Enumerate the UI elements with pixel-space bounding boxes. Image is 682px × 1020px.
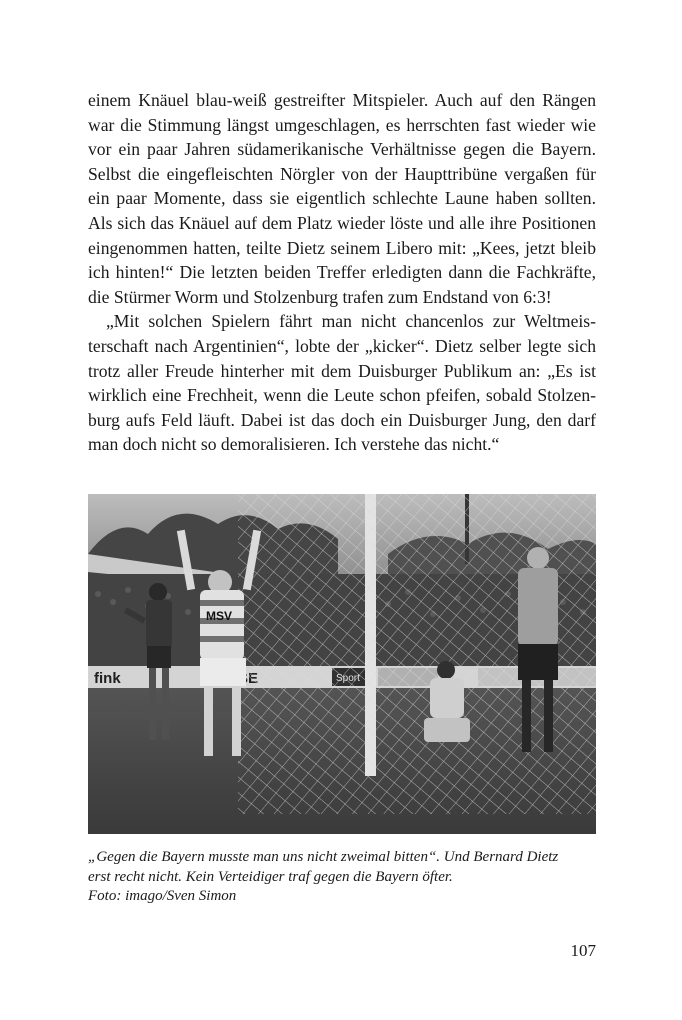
page-number: 107: [570, 941, 596, 960]
text-line: Selbst die eingefleischten Nörgler von der Haupttribüne vergaßen für: [88, 163, 596, 184]
photo-caption: [88, 848, 596, 907]
text-line: ein paar Momente, dass sie eigentlich schlechte Laune haben sollten.: [88, 188, 596, 209]
text-line: einem Knäuel blau-weiß gestreifter Mitspieler. Auch auf den Rängen: [88, 90, 596, 110]
body-text: [88, 88, 596, 457]
caption-line: erst recht nicht. Kein Verteidiger traf gegen die Bayern öfter.: [88, 868, 453, 885]
text-line: ich hinten!“ Die letzten beiden Treffer erledigten dann die Fachkräfte,: [88, 262, 596, 283]
text-line: man doch nicht so demoralisieren. Ich verstehe das nicht.“: [88, 434, 500, 455]
text-line: trotz aller Freude hinterher mit dem Duisburger Publikum an: „Es ist: [88, 360, 596, 381]
football-photo: [88, 494, 596, 834]
adboard-left-text: fink: [94, 670, 121, 687]
caption-credit: Foto: imago/Sven Simon: [88, 888, 237, 904]
text-line: terschaft nach Argentinien“, lobte der „kicker“. Dietz selber legte sich: [88, 335, 596, 356]
text-line: Als sich das Knäuel auf dem Platz wieder löste und alle ihre Positionen: [88, 212, 596, 233]
text-line: die Stürmer Worm und Stolzenburg trafen zum Endstand von 6:3!: [88, 286, 552, 307]
text-line: wirklich eine Frechheit, wenn die Leute schon pfeifen, sobald Stolzen-: [88, 385, 596, 406]
text-line: war die Stimmung längst umgeschlagen, es herrschten fast wieder wie: [88, 114, 596, 135]
photo-illustration: [88, 494, 596, 834]
text-line: burg aufs Feld läuft. Dabei ist das doch ein Duisburger Jung, den darf: [88, 409, 596, 430]
text-line: vor ein paar Jahren südamerikanische Verhältnisse gegen die Bayern.: [88, 139, 596, 160]
jersey-text: MSV: [206, 609, 233, 623]
text-line: eingenommen hatten, teilte Dietz seinem Libero mit: „Kees, jetzt bleib: [88, 237, 596, 258]
text-line: „Mit solchen Spielern fährt man nicht chancenlos zur Weltmeis-: [106, 311, 596, 332]
caption-line: „Gegen die Bayern musste man uns nicht zweimal bitten“. Und Bernard Dietz: [88, 849, 559, 865]
